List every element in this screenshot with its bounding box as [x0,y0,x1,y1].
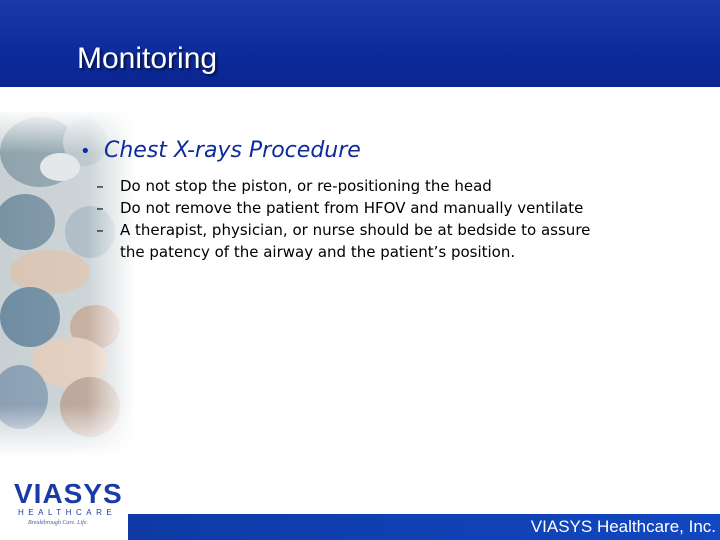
subpoint-list [80,175,700,263]
logo-name: VIASYS [14,478,123,509]
subpoint-item [80,175,700,197]
subpoint-item [80,219,700,263]
bullet-item [80,138,700,163]
subpoint-item [80,197,700,219]
slide-title: Monitoring [77,42,218,75]
dash-icon: – [96,199,104,217]
logo-tagline: Breakthrough Care. Life. [28,520,88,526]
subpoint-text: Do not remove the patient from HFOV and manually ventilate [120,199,584,217]
bullet-dot-icon: • [80,141,91,162]
content-area [80,138,700,263]
dash-icon: – [96,177,104,195]
bullet-text: Chest X-rays Procedure [104,138,361,163]
footer-company: VIASYS Healthcare, Inc. [530,517,716,536]
footer-bar [128,514,720,540]
logo-subtitle: HEALTHCARE [18,508,117,517]
dash-icon: – [96,221,104,239]
company-logo [10,478,123,530]
subpoint-text: A therapist, physician, or nurse should be at bedside to assure the patency of the airway and the patient’s position. [120,221,591,261]
subpoint-text: Do not stop the piston, or re-positioning the head [120,177,492,195]
